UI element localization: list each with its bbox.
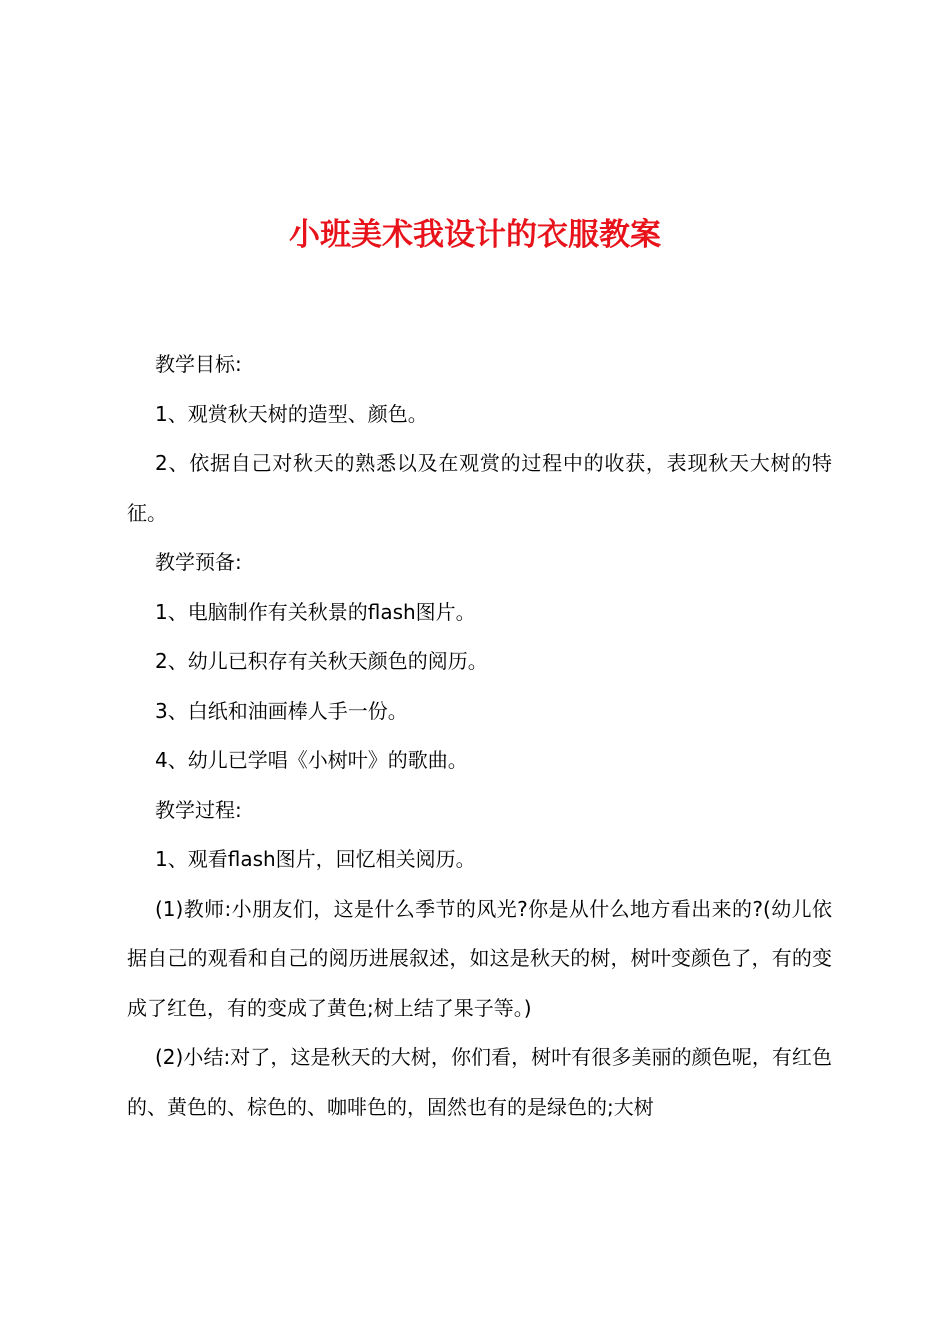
- paragraph-prep-2: 2、幼儿已积存有关秋天颜色的阅历。: [155, 649, 488, 673]
- paragraph-goal-1: 1、观赏秋天树的造型、颜色。: [155, 401, 428, 426]
- paragraph-prep-4: 4、幼儿已学唱《小树叶》的歌曲。: [155, 748, 468, 772]
- paragraph-goal-2: 2、依据自己对秋天的熟悉以及在观赏的过程中的收获，表现秋天大树的特征。: [127, 451, 832, 525]
- paragraph-heading-preparation: 教学预备:: [155, 550, 242, 574]
- paragraph-process-1-1: (1)教师:小朋友们，这是什么季节的风光?你是从什么地方看出来的?(幼儿依据自己的观看和自己的阅历进展叙述，如这是秋天的树，树叶变颜色了，有的变成了红色，有的变成了黄色;树上结了果子等。): [127, 896, 832, 1020]
- document-body: [127, 340, 832, 1132]
- paragraph-heading-process: 教学过程:: [155, 797, 242, 822]
- document-title: 小班美术我设计的衣服教案: [289, 217, 661, 253]
- paragraph-process-1-2: (2)小结:对了，这是秋天的大树，你们看，树叶有很多美丽的颜色呢，有红色的、黄色的、棕色的、咖啡色的，固然也有的是绿色的;大树: [127, 1045, 832, 1119]
- paragraph-prep-3: 3、白纸和油画棒人手一份。: [155, 698, 408, 723]
- paragraph-prep-1: 1、电脑制作有关秋景的flash图片。: [155, 599, 476, 624]
- paragraph-heading-goals: 教学目标:: [155, 352, 242, 376]
- paragraph-process-1: 1、观看flash图片，回忆相关阅历。: [155, 847, 476, 871]
